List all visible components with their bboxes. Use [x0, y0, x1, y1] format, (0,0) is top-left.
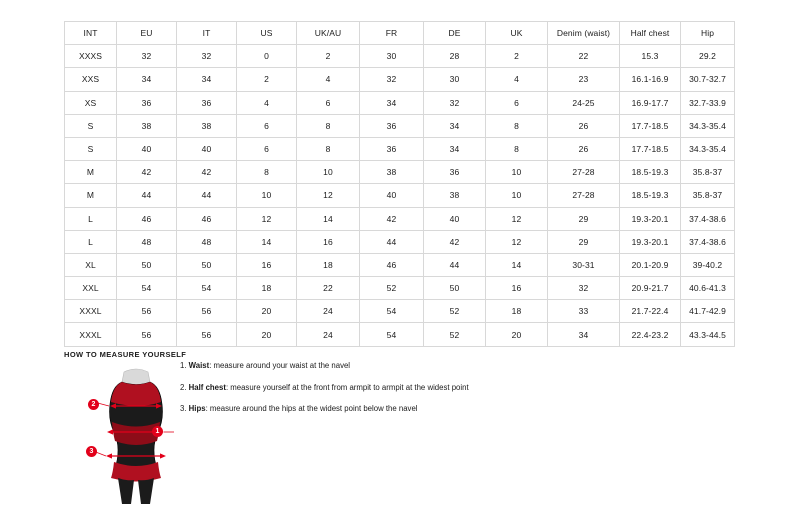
table-cell: 46 — [360, 253, 424, 276]
measure-instruction — [180, 362, 600, 371]
table-cell: 8 — [486, 114, 548, 137]
table-cell: 2 — [237, 68, 297, 91]
table-row — [65, 207, 735, 230]
table-cell: 6 — [297, 91, 360, 114]
table-cell: 14 — [237, 230, 297, 253]
table-row — [65, 277, 735, 300]
table-cell: XXL — [65, 277, 117, 300]
instruction-term: Waist — [188, 361, 210, 370]
table-cell: 35.8-37 — [681, 161, 735, 184]
table-cell: 52 — [424, 323, 486, 346]
table-cell: 4 — [297, 68, 360, 91]
table-cell: 14 — [486, 253, 548, 276]
table-cell: 21.7-22.4 — [620, 300, 681, 323]
table-cell: 44 — [424, 253, 486, 276]
table-header-cell: US — [237, 22, 297, 45]
table-cell: 27-28 — [548, 184, 620, 207]
table-cell: 16 — [237, 253, 297, 276]
table-cell: 52 — [360, 277, 424, 300]
table-cell: 34 — [177, 68, 237, 91]
table-cell: 39-40.2 — [681, 253, 735, 276]
table-cell: 32 — [424, 91, 486, 114]
table-cell: 29 — [548, 207, 620, 230]
instruction-term: Hips — [188, 404, 206, 414]
table-cell: 42 — [424, 230, 486, 253]
table-cell: 20 — [486, 323, 548, 346]
table-cell: 19.3-20.1 — [620, 207, 681, 230]
table-cell: 10 — [297, 161, 360, 184]
table-cell: 24 — [297, 300, 360, 323]
table-cell: 34 — [424, 114, 486, 137]
table-cell: XXS — [65, 68, 117, 91]
table-cell: 10 — [486, 161, 548, 184]
table-cell: 38 — [424, 184, 486, 207]
table-cell: 10 — [486, 184, 548, 207]
table-cell: 26 — [548, 114, 620, 137]
table-cell: 44 — [360, 230, 424, 253]
table-cell: 20.9-21.7 — [620, 277, 681, 300]
table-cell: 34 — [117, 68, 177, 91]
table-row — [65, 323, 735, 346]
instruction-number: 3. — [180, 404, 189, 414]
table-header-cell: Half chest — [620, 22, 681, 45]
measure-instructions — [180, 362, 600, 427]
table-cell: 23 — [548, 68, 620, 91]
table-cell: 35.8-37 — [681, 184, 735, 207]
table-cell: XL — [65, 253, 117, 276]
table-cell: 32 — [177, 45, 237, 68]
table-header-cell: Hip — [681, 22, 735, 45]
table-cell: 8 — [297, 137, 360, 160]
table-header-cell: UK — [486, 22, 548, 45]
how-to-measure-title: HOW TO MEASURE YOURSELF — [64, 350, 187, 359]
table-cell: 20.1-20.9 — [620, 253, 681, 276]
table-cell: 37.4-38.6 — [681, 230, 735, 253]
table-cell: 41.7-42.9 — [681, 300, 735, 323]
size-conversion-table — [64, 21, 735, 347]
table-cell: 8 — [297, 114, 360, 137]
table-body — [65, 45, 735, 346]
table-cell: 36 — [360, 114, 424, 137]
table-cell: 32 — [548, 277, 620, 300]
table-cell: 32 — [360, 68, 424, 91]
table-cell: 37.4-38.6 — [681, 207, 735, 230]
instruction-text: : measure around your waist at the navel — [209, 361, 351, 370]
table-cell: M — [65, 184, 117, 207]
table-cell: 17.7-18.5 — [620, 114, 681, 137]
table-cell: 56 — [117, 300, 177, 323]
table-cell: 34 — [424, 137, 486, 160]
mannequin-svg — [76, 366, 196, 506]
table-cell: 43.3-44.5 — [681, 323, 735, 346]
table-cell: 54 — [360, 323, 424, 346]
table-cell: 30 — [424, 68, 486, 91]
table-cell: 54 — [360, 300, 424, 323]
size-table-container — [64, 21, 734, 347]
table-row — [65, 300, 735, 323]
table-cell: 36 — [177, 91, 237, 114]
table-cell: 34.3-35.4 — [681, 137, 735, 160]
table-cell: 18 — [237, 277, 297, 300]
table-cell: 29.2 — [681, 45, 735, 68]
table-cell: 50 — [424, 277, 486, 300]
table-cell: 12 — [486, 230, 548, 253]
table-cell: 50 — [177, 253, 237, 276]
table-cell: 6 — [486, 91, 548, 114]
table-header-row — [65, 22, 735, 45]
table-cell: 16.9-17.7 — [620, 91, 681, 114]
table-cell: 6 — [237, 114, 297, 137]
table-cell: 34 — [548, 323, 620, 346]
table-cell: 48 — [117, 230, 177, 253]
table-cell: 50 — [117, 253, 177, 276]
table-row — [65, 137, 735, 160]
table-header-cell: Denim (waist) — [548, 22, 620, 45]
table-cell: 42 — [177, 161, 237, 184]
table-cell: 2 — [297, 45, 360, 68]
table-cell: 40 — [360, 184, 424, 207]
table-cell: 38 — [117, 114, 177, 137]
table-cell: 14 — [297, 207, 360, 230]
table-cell: 8 — [237, 161, 297, 184]
table-cell: 54 — [177, 277, 237, 300]
table-cell: 8 — [486, 137, 548, 160]
table-cell: 22.4-23.2 — [620, 323, 681, 346]
table-cell: 40.6-41.3 — [681, 277, 735, 300]
table-cell: 4 — [237, 91, 297, 114]
table-cell: 34.3-35.4 — [681, 114, 735, 137]
table-cell: 32 — [117, 45, 177, 68]
table-cell: 0 — [237, 45, 297, 68]
table-cell: 44 — [177, 184, 237, 207]
table-cell: 12 — [297, 184, 360, 207]
table-header-cell: INT — [65, 22, 117, 45]
table-cell: XXXL — [65, 323, 117, 346]
table-cell: 26 — [548, 137, 620, 160]
table-cell: 56 — [177, 300, 237, 323]
table-cell: 17.7-18.5 — [620, 137, 681, 160]
instruction-number: 2. — [180, 382, 189, 392]
table-cell: 28 — [424, 45, 486, 68]
table-cell: 36 — [117, 91, 177, 114]
table-cell: 16.1-16.9 — [620, 68, 681, 91]
table-cell: 22 — [548, 45, 620, 68]
table-cell: 30 — [360, 45, 424, 68]
table-cell: 33 — [548, 300, 620, 323]
table-cell: M — [65, 161, 117, 184]
table-cell: 56 — [117, 323, 177, 346]
table-cell: 30.7-32.7 — [681, 68, 735, 91]
table-cell: 42 — [360, 207, 424, 230]
table-row — [65, 184, 735, 207]
instruction-text: : measure yourself at the front from armpit to armpit at the widest point — [225, 382, 469, 392]
table-row — [65, 91, 735, 114]
table-cell: 22 — [297, 277, 360, 300]
measure-instruction — [180, 384, 600, 393]
table-cell: 42 — [117, 161, 177, 184]
table-cell: 44 — [117, 184, 177, 207]
table-cell: 24 — [297, 323, 360, 346]
table-cell: 27-28 — [548, 161, 620, 184]
table-cell: 48 — [177, 230, 237, 253]
table-cell: 38 — [360, 161, 424, 184]
table-header-cell: IT — [177, 22, 237, 45]
table-cell: S — [65, 114, 117, 137]
table-cell: XXXL — [65, 300, 117, 323]
table-cell: 52 — [424, 300, 486, 323]
table-cell: S — [65, 137, 117, 160]
table-row — [65, 45, 735, 68]
table-cell: 19.3-20.1 — [620, 230, 681, 253]
instruction-term: Half chest — [188, 382, 226, 392]
table-header-cell: DE — [424, 22, 486, 45]
table-row — [65, 68, 735, 91]
table-cell: 12 — [237, 207, 297, 230]
table-cell: 34 — [360, 91, 424, 114]
table-cell: 24-25 — [548, 91, 620, 114]
table-cell: 30-31 — [548, 253, 620, 276]
table-cell: XXXS — [65, 45, 117, 68]
table-header-cell: FR — [360, 22, 424, 45]
table-row — [65, 161, 735, 184]
instruction-text: : measure around the hips at the widest point below the navel — [205, 404, 418, 414]
table-header-cell: EU — [117, 22, 177, 45]
table-cell: 12 — [486, 207, 548, 230]
table-cell: 20 — [237, 323, 297, 346]
table-cell: 46 — [117, 207, 177, 230]
instruction-number: 1. — [180, 361, 189, 370]
table-header-cell: UK/AU — [297, 22, 360, 45]
table-cell: 56 — [177, 323, 237, 346]
table-cell: XS — [65, 91, 117, 114]
table-cell: L — [65, 230, 117, 253]
marker-3: 3 — [86, 446, 97, 457]
table-cell: 54 — [117, 277, 177, 300]
table-cell: L — [65, 207, 117, 230]
table-header — [65, 22, 735, 45]
table-cell: 20 — [237, 300, 297, 323]
measure-instruction — [180, 405, 600, 414]
table-cell: 16 — [486, 277, 548, 300]
table-cell: 40 — [117, 137, 177, 160]
table-row — [65, 230, 735, 253]
table-cell: 40 — [424, 207, 486, 230]
table-cell: 40 — [177, 137, 237, 160]
marker-2: 2 — [88, 399, 99, 410]
table-cell: 36 — [360, 137, 424, 160]
table-cell: 16 — [297, 230, 360, 253]
table-cell: 18 — [297, 253, 360, 276]
table-cell: 38 — [177, 114, 237, 137]
mannequin-illustration — [76, 366, 196, 506]
marker-1: 1 — [152, 426, 163, 437]
table-cell: 2 — [486, 45, 548, 68]
table-cell: 32.7-33.9 — [681, 91, 735, 114]
table-row — [65, 114, 735, 137]
table-cell: 18.5-19.3 — [620, 161, 681, 184]
table-cell: 29 — [548, 230, 620, 253]
table-cell: 18.5-19.3 — [620, 184, 681, 207]
table-cell: 10 — [237, 184, 297, 207]
table-cell: 36 — [424, 161, 486, 184]
table-cell: 46 — [177, 207, 237, 230]
table-row — [65, 253, 735, 276]
table-cell: 18 — [486, 300, 548, 323]
table-cell: 4 — [486, 68, 548, 91]
table-cell: 15.3 — [620, 45, 681, 68]
table-cell: 6 — [237, 137, 297, 160]
